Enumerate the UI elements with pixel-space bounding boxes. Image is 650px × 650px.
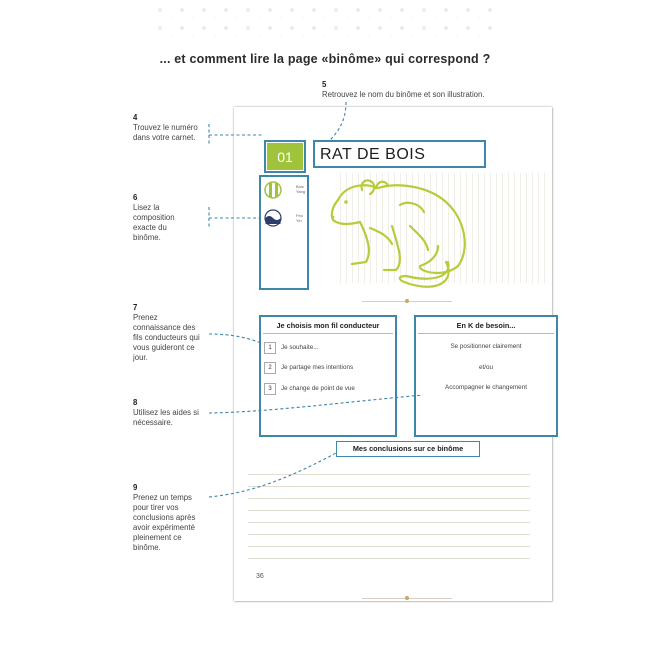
top-decoration — [150, 0, 500, 42]
annotation-8 — [133, 398, 203, 428]
besoin-line: Se positionner clairement — [450, 343, 522, 350]
wood-yang-bar — [269, 183, 272, 197]
composition-label: Yin — [296, 218, 302, 223]
wood-yang-bar — [275, 183, 278, 197]
divider-dot — [405, 299, 409, 303]
besoin-title: En K de besoin... — [456, 321, 516, 330]
besoin-line: et/ou — [478, 364, 493, 371]
page-number: 36 — [256, 573, 264, 580]
fil-conducteur-item — [264, 362, 353, 374]
annotation-text: Prenez un temps pour tirer vos conclusions après avoir expérimenté pleinement ce binôme. — [133, 493, 196, 552]
annotation-number: 8 — [133, 398, 138, 407]
wood-yang-symbol — [265, 182, 281, 198]
annotation-number: 5 — [322, 80, 327, 89]
annotation-9 — [133, 483, 203, 553]
annotation-text: Prenez connaissance des fils conducteurs qui vous guideront ce jour. — [133, 313, 200, 362]
annotation-text: Trouvez le numéro dans votre carnet. — [133, 123, 198, 142]
composition — [262, 178, 310, 288]
fil-conducteur-item — [264, 342, 318, 354]
besoin-line: Accompagner le changement — [445, 384, 527, 391]
fil-conducteur-item — [264, 383, 355, 395]
item-number: 2 — [264, 362, 276, 374]
annotation-text: Utilisez les aides si nécessaire. — [133, 408, 199, 427]
binome-title: RAT DE BOIS — [320, 146, 426, 163]
composition-label: Feu — [296, 213, 303, 218]
page-watermark — [340, 173, 550, 283]
fil-conducteur-title: Je choisis mon fil conducteur — [276, 321, 380, 330]
composition-label: Bois — [296, 184, 304, 189]
box-title-rule — [263, 333, 393, 334]
annotation-5 — [322, 80, 542, 100]
annotation-number: 9 — [133, 483, 138, 492]
item-text: Je partage mes intentions — [281, 364, 354, 371]
item-text: Je change de point de vue — [281, 385, 355, 392]
annotation-number: 4 — [133, 113, 138, 122]
annotation-7 — [133, 303, 205, 363]
annotation-number: 6 — [133, 193, 138, 202]
item-number: 1 — [264, 342, 276, 354]
item-number: 3 — [264, 383, 276, 395]
conclusions-title: Mes conclusions sur ce binôme — [336, 441, 480, 457]
annotation-6 — [133, 193, 195, 243]
annotation-text: Retrouvez le nom du binôme et son illustration. — [322, 90, 485, 99]
divider-dot — [405, 596, 409, 600]
composition-label: Yang — [296, 189, 306, 194]
annotation-number: 7 — [133, 303, 138, 312]
annotation-4 — [133, 113, 203, 143]
page-heading: ... et comment lire la page «binôme» qui correspond ? — [159, 52, 491, 66]
composition-symbols — [262, 178, 310, 288]
binome-number-badge: 01 — [267, 143, 303, 170]
item-text: Je souhaite... — [281, 344, 319, 351]
conclusion-writing-lines — [248, 463, 530, 563]
box-title-rule — [418, 333, 554, 334]
annotation-text: Lisez la composition exacte du binôme. — [133, 203, 175, 242]
